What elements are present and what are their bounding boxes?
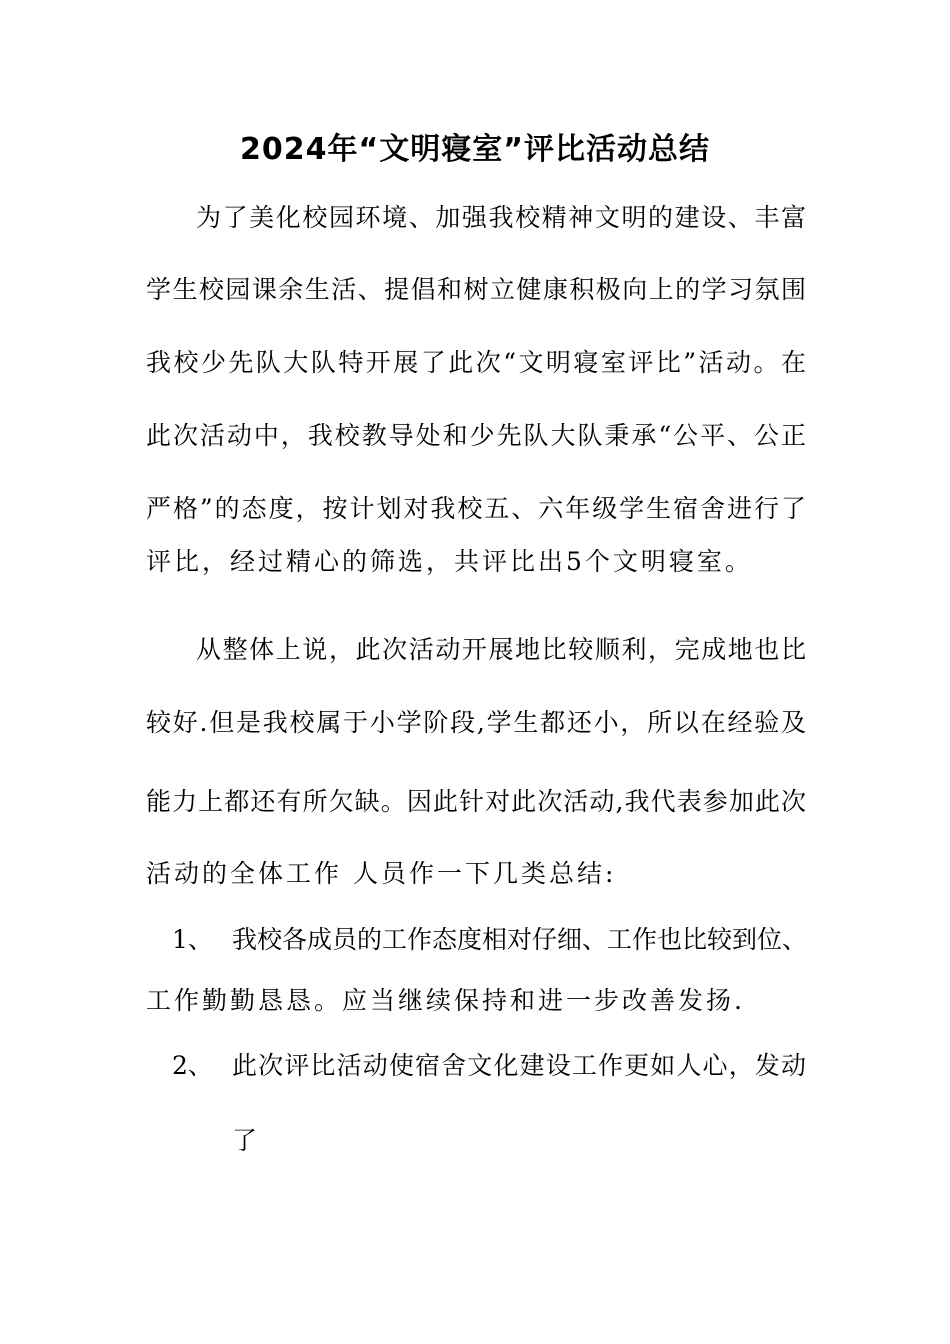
- paragraph-2-line-2: 较好.但是我校属于小学阶段,学生都还小，所以在经验及: [146, 708, 806, 737]
- paragraph-1-line-1: 为了美化校园环境、加强我校精神文明的建设、丰富: [196, 203, 806, 232]
- list-item-1-number: 1、: [172, 925, 213, 954]
- paragraph-1-line-5: 严格”的态度，按计划对我校五、六年级学生宿舍进行了: [146, 494, 806, 523]
- list-item-2-number: 2、: [172, 1051, 213, 1080]
- list-item-1-line-2: 工作勤勤恳恳。应当继续保持和进一步改善发扬.: [146, 986, 745, 1015]
- paragraph-1-line-6: 评比，经过精心的筛选，共评比出5个文明寝室。: [146, 547, 753, 576]
- list-item-1-line-1: 我校各成员的工作态度相对仔细、工作也比较到位、: [232, 925, 808, 954]
- list-item-2-line-2: 了: [232, 1126, 261, 1155]
- paragraph-2-line-3: 能力上都还有所欠缺。因此针对此次活动,我代表参加此次: [146, 787, 806, 816]
- paragraph-1-line-2: 学生校园课余生活、提倡和树立健康积极向上的学习氛围: [146, 275, 806, 304]
- paragraph-2-line-1: 从整体上说，此次活动开展地比较顺利，完成地也比: [196, 635, 806, 664]
- paragraph-1-line-3: 我校少先队大队特开展了此次“文明寝室评比”活动。在: [146, 348, 806, 377]
- document-title: 2024年“文明寝室”评比活动总结: [240, 132, 710, 167]
- paragraph-1-line-4: 此次活动中，我校教导处和少先队大队秉承“公平、公正: [146, 421, 806, 450]
- paragraph-2-line-4: 活动的全体工作 人员作一下几类总结:: [146, 859, 617, 888]
- list-item-2-line-1: 此次评比活动使宿舍文化建设工作更如人心，发动: [232, 1051, 806, 1080]
